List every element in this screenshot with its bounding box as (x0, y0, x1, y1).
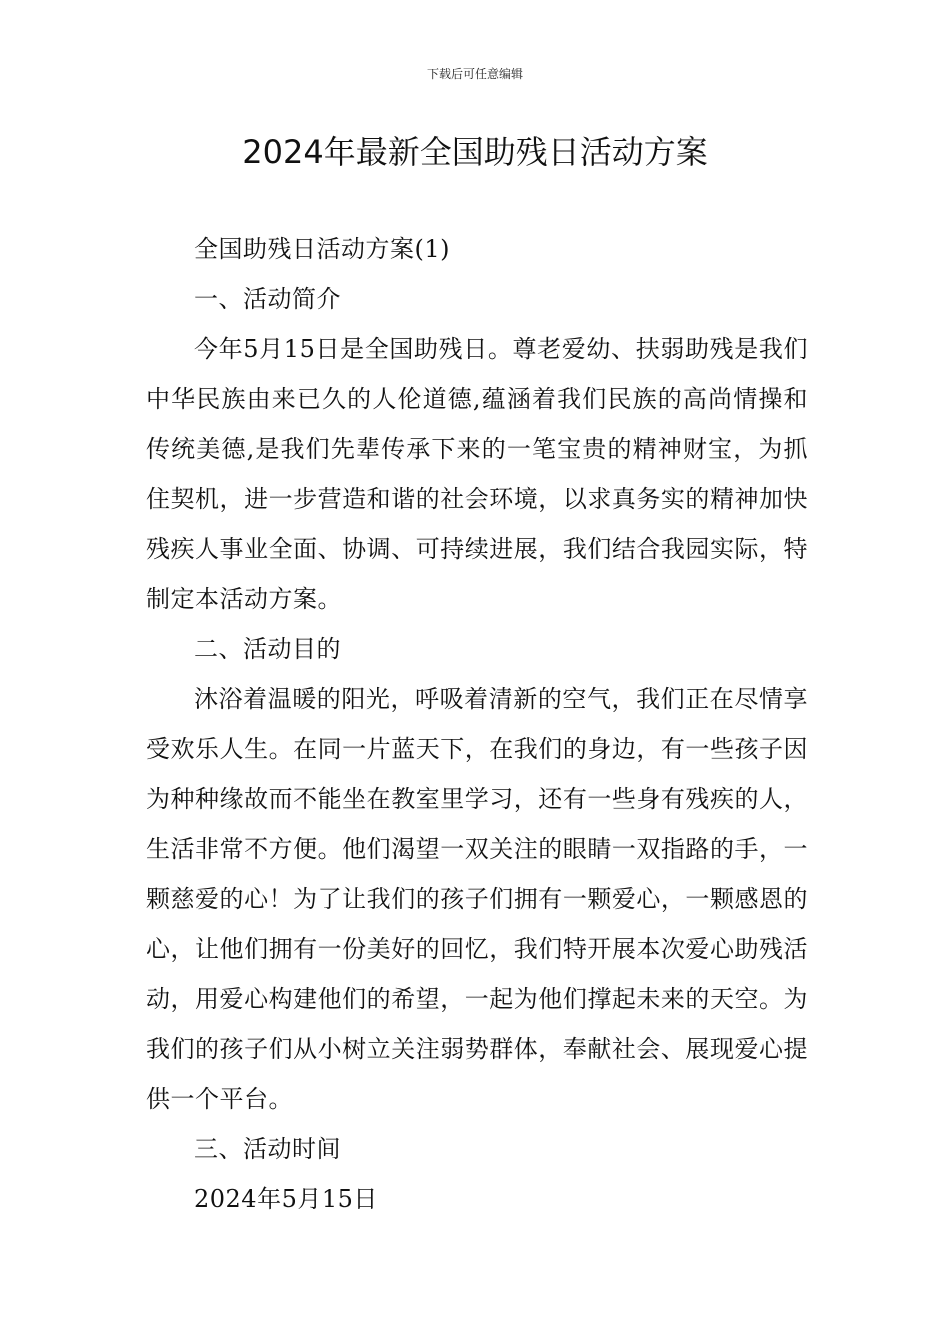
paragraph-intro: 今年5月15日是全国助残日。尊老爱幼、扶弱助残是我们中华民族由来已久的人伦道德,蕴涵着我们民族的高尚情操和传统美德,是我们先辈传承下来的一笔宝贵的精神财宝，为抓住契机，进一步营造和谐的社会环境，以求真务实的精神加快残疾人事业全面、协调、可持续进展，我们结合我园实际，特制定本活动方案。 (146, 335, 808, 613)
document-body (146, 224, 808, 1224)
document-title: 2024年最新全国助残日活动方案 (242, 133, 708, 171)
section-heading-purpose: 二、活动目的 (194, 635, 341, 663)
section-heading-plan: 全国助残日活动方案(1) (194, 235, 450, 263)
header-note: 下载后可任意编辑 (426, 67, 523, 81)
section-heading-time: 三、活动时间 (194, 1135, 341, 1163)
section-heading-intro: 一、活动简介 (194, 285, 341, 313)
paragraph-purpose: 沐浴着温暖的阳光，呼吸着清新的空气，我们正在尽情享受欢乐人生。在同一片蓝天下，在我们的身边，有一些孩子因为种种缘故而不能坐在教室里学习，还有一些身有残疾的人，生活非常不方便。他们渴望一双关注的眼睛一双指路的手，一颗慈爱的心！为了让我们的孩子们拥有一颗爱心，一颗感恩的心，让他们拥有一份美好的回忆，我们特开展本次爱心助残活动，用爱心构建他们的希望，一起为他们撑起未来的天空。为我们的孩子们从小树立关注弱势群体，奉献社会、展现爱心提供一个平台。 (146, 685, 808, 1113)
paragraph-time: 2024年5月15日 (194, 1185, 378, 1213)
